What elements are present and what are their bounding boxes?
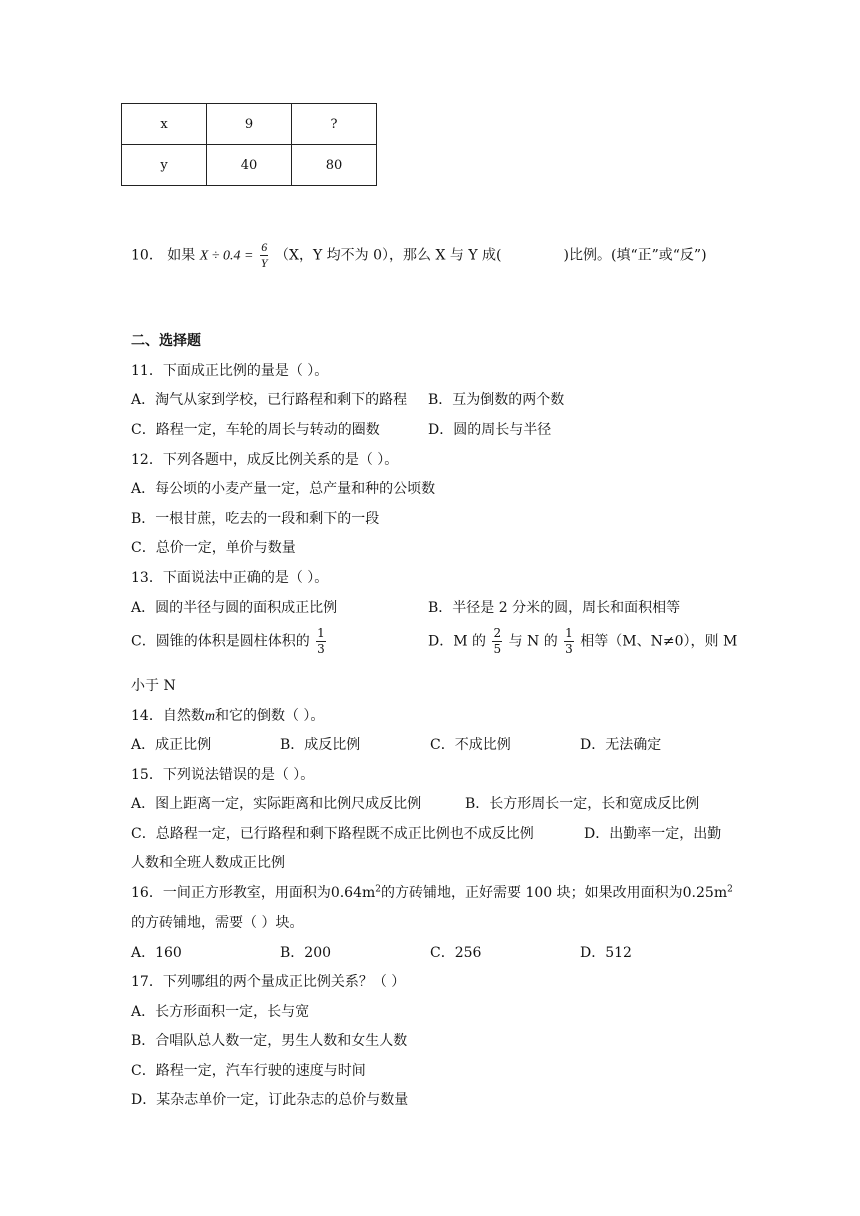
option-d: D．无法确定	[580, 737, 662, 753]
table-cell: ?	[292, 104, 377, 145]
option-a: A．圆的半径与圆的面积成正比例	[131, 600, 338, 616]
option-b: B．200	[280, 945, 332, 961]
option-a: A．160	[131, 945, 182, 961]
option-b: B．成反比例	[280, 737, 361, 753]
math-expression: X ÷ 0.4 =	[199, 248, 254, 264]
option-c: C．256	[430, 945, 482, 961]
superscript: 2	[375, 884, 382, 895]
question-10	[131, 240, 707, 271]
area-value: 0.25m	[682, 885, 728, 901]
option-c: C．路程一定，汽车行驶的速度与时间	[131, 1063, 366, 1079]
option-d-continued: 人数和全班人数成正比例	[131, 855, 285, 871]
fraction	[492, 626, 502, 657]
option-text: 相等（M、N≠0），则 M	[580, 633, 738, 650]
option-b: B．合唱队总人数一定，男生人数和女生人数	[131, 1033, 408, 1049]
option-d: D．出勤率一定，出勤	[584, 826, 722, 842]
option-b: B．一根甘蔗，吃去的一段和剩下的一段	[131, 511, 380, 527]
table-row	[122, 145, 377, 186]
question-stem: 13．下面说法中正确的是（ ）。	[131, 570, 329, 586]
option-d: D．某杂志单价一定，订此杂志的总价与数量	[131, 1092, 409, 1108]
fraction-denominator: Y	[260, 256, 268, 270]
option-d-continued: 小于 N	[131, 678, 176, 694]
fraction-numerator: 2	[493, 626, 502, 640]
option-c: C．路程一定，车轮的周长与转动的圈数	[131, 422, 380, 438]
question-stem: 15．下列说法错误的是（ ）。	[131, 767, 315, 783]
question-stem: 11．下面成正比例的量是（ ）。	[131, 363, 329, 379]
fraction-numerator: 1	[565, 626, 573, 640]
fraction-denominator: 3	[317, 642, 325, 656]
option-a: A．淘气从家到学校，已行路程和剩下的路程	[131, 392, 408, 408]
option-c	[131, 626, 328, 657]
option-a: A．成正比例	[131, 737, 212, 753]
area-value: 0.64m	[330, 885, 376, 901]
option-a: A．图上距离一定，实际距离和比例尺成反比例	[131, 796, 422, 812]
option-a: A．长方形面积一定，长与宽	[131, 1004, 310, 1020]
table-cell: 40	[207, 145, 292, 186]
question-text: )比例。(填“正”或“反”)	[563, 247, 707, 264]
option-b: B．半径是 2 分米的圆，周长和面积相等	[428, 600, 681, 616]
question-stem	[131, 705, 324, 725]
option-d: D．圆的周长与半径	[428, 422, 552, 438]
fraction-denominator: 5	[493, 642, 502, 656]
question-stem-continued: 的方砖铺地，需要（ ）块。	[131, 915, 304, 931]
option-a: A．每公顷的小麦产量一定，总产量和种的公顷数	[131, 481, 436, 497]
option-c: C．总路程一定，已行路程和剩下路程既不成正比例也不成反比例	[131, 826, 534, 842]
option-b: B．长方形周长一定，长和宽成反比例	[465, 796, 700, 812]
option-c: C．不成比例	[430, 737, 511, 753]
section-title: 二、选择题	[131, 333, 201, 349]
question-text: （X，Y 均不为 0），那么 X 与 Y 成(	[275, 247, 502, 264]
table-cell: 9	[207, 104, 292, 145]
variable: m	[204, 709, 215, 724]
option-d	[428, 626, 737, 657]
question-stem: 12．下列各题中，成反比例关系的是（ ）。	[131, 452, 399, 468]
table-cell: x	[122, 104, 207, 145]
fraction	[316, 626, 326, 657]
option-text: D．M 的	[428, 633, 487, 650]
table-cell: 80	[292, 145, 377, 186]
option-b: B．互为倒数的两个数	[428, 392, 565, 408]
fraction-numerator: 1	[317, 626, 325, 640]
question-text: 14．自然数	[131, 708, 205, 724]
fraction	[564, 626, 574, 657]
option-text: C．圆锥的体积是圆柱体积的	[131, 633, 310, 650]
question-text: 和它的倒数（ ）。	[214, 708, 325, 724]
fraction	[260, 240, 269, 271]
fraction-denominator: 3	[565, 642, 573, 656]
table-row	[122, 104, 377, 145]
question-number: 10．	[131, 247, 163, 264]
option-c: C．总价一定，单价与数量	[131, 540, 296, 556]
fraction-numerator: 6	[261, 240, 268, 254]
question-text: 的方砖铺地，正好需要 100 块；如果改用面积为	[381, 885, 683, 901]
question-text: 如果	[167, 247, 196, 264]
xy-table	[121, 103, 377, 186]
option-d: D．512	[580, 945, 632, 961]
question-stem: 17．下列哪组的两个量成正比例关系？（ ）	[131, 974, 406, 990]
question-stem	[131, 882, 733, 902]
superscript: 2	[727, 884, 733, 895]
option-text: 与 N 的	[508, 633, 558, 650]
table-cell: y	[122, 145, 207, 186]
question-text: 16．一间正方形教室，用面积为	[131, 885, 331, 901]
